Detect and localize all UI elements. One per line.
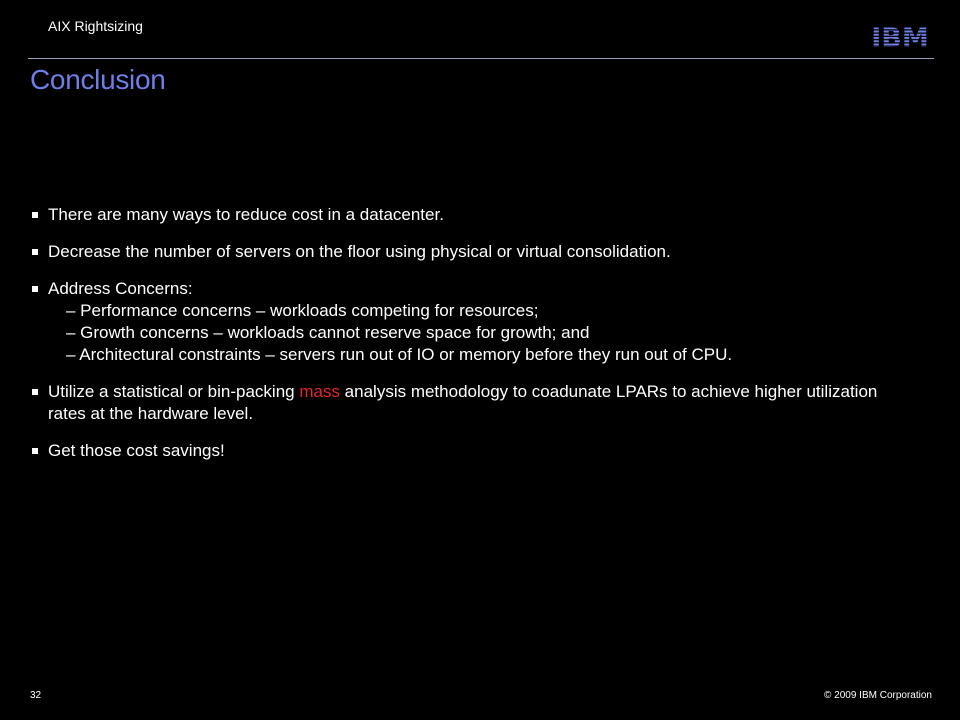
copyright-notice: © 2009 IBM Corporation <box>824 690 932 701</box>
square-bullet-icon <box>32 212 38 218</box>
slide-title: Conclusion <box>30 64 166 95</box>
sub-list <box>48 300 910 366</box>
ibm-logo-text: IBM <box>871 24 929 50</box>
bullet-text: analysis methodology to coadunate LPARs to achieve higher utilization rates at the hardware level. <box>48 382 878 423</box>
sub-item: – Growth concerns – workloads cannot reserve space for growth; and <box>66 323 590 342</box>
slide-body <box>30 204 910 477</box>
ibm-logo-icon <box>868 24 932 50</box>
page-number: 32 <box>30 690 42 701</box>
highlighted-word: mass <box>299 382 340 401</box>
square-bullet-icon <box>32 448 38 454</box>
bullet-item <box>30 440 910 462</box>
bullet-item <box>30 381 910 425</box>
bullet-item <box>30 241 910 263</box>
bullet-text: There are many ways to reduce cost in a datacenter. <box>48 205 444 224</box>
bullet-text: Address Concerns: <box>48 279 193 298</box>
bullet-item <box>30 204 910 226</box>
header-title: AIX Rightsizing <box>48 18 143 34</box>
square-bullet-icon <box>32 389 38 395</box>
bullet-item <box>30 278 910 366</box>
bullet-text: Get those cost savings! <box>48 441 225 460</box>
square-bullet-icon <box>32 249 38 255</box>
sub-item: – Performance concerns – workloads competing for resources; <box>66 301 539 320</box>
square-bullet-icon <box>32 286 38 292</box>
bullet-text: Decrease the number of servers on the floor using physical or virtual consolidation. <box>48 242 671 261</box>
header-divider <box>28 58 934 59</box>
bullet-text: Utilize a statistical or bin-packing <box>48 382 300 401</box>
sub-item: – Architectural constraints – servers run out of IO or memory before they run out of CPU. <box>66 345 733 364</box>
